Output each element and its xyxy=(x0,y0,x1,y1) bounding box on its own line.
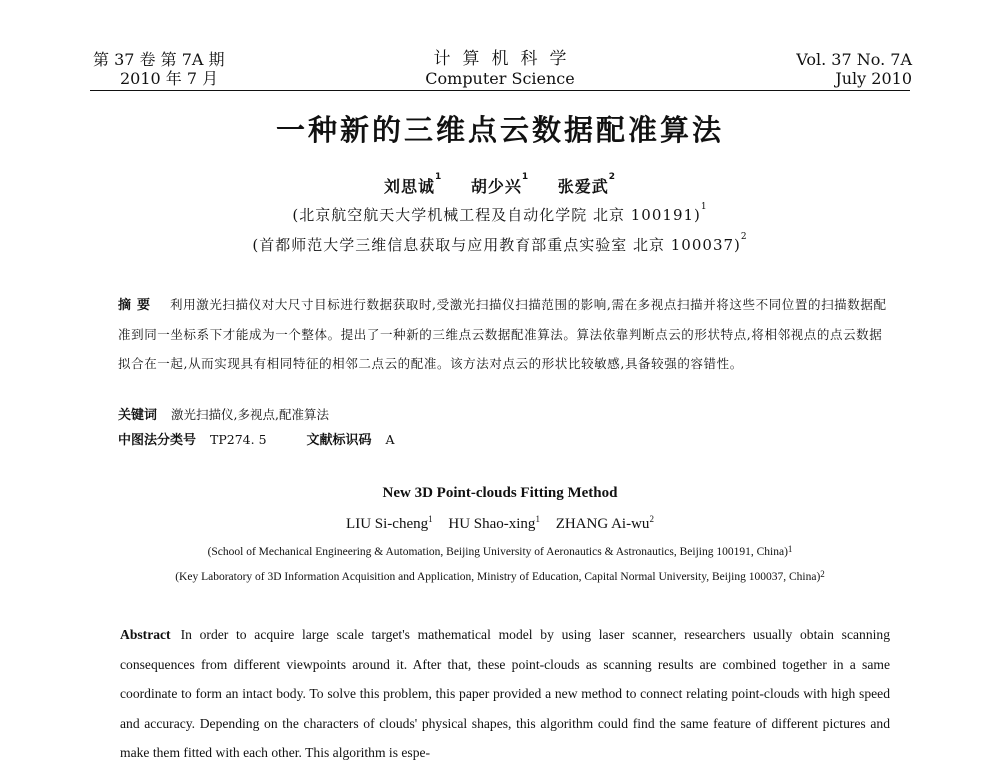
author-en xyxy=(346,516,433,532)
header-issue-info-en xyxy=(796,50,912,88)
header-volume-en: Vol. 37 No. 7A xyxy=(796,50,912,69)
journal-name-zh: 计算机科学 xyxy=(433,49,579,69)
author-en xyxy=(556,516,654,532)
author-zh xyxy=(470,172,530,196)
affiliation-mark: 2 xyxy=(740,232,748,242)
author-affil-mark: 2 xyxy=(608,172,616,182)
affiliation-zh-2 xyxy=(0,234,1000,255)
abstract-en-label: Abstract xyxy=(120,627,171,642)
header-issue-info xyxy=(93,50,225,88)
affiliation-text: (School of Mechanical Engineering & Automation, Beijing University of Aeronautics & Astronautics, Beijing 100191, China) xyxy=(207,546,788,558)
header-rule xyxy=(90,90,910,91)
author-name: LIU Si-cheng xyxy=(346,516,429,532)
keywords-zh-label: 关键词 xyxy=(118,408,158,423)
affiliation-mark: 1 xyxy=(787,544,793,554)
abstract-en-text: In order to acquire large scale target's mathematical model by using laser scanner, researchers usually obtain scanning consequences from different viewpoints around it. After that, these point-clouds as scanning results are combined together in a same coordinate to form an intact body. To solve this problem, this paper provided a new method to connect relating point-clouds with high speed and accuracy. Depending on the characters of clouds' physical shapes, this algorithm could find the same feature of different pictures and make them fitted with each other. This algorithm is espe- xyxy=(120,627,890,760)
author-affil-mark: 1 xyxy=(521,172,530,182)
clc-value: TP274. 5 xyxy=(210,432,267,447)
header-journal xyxy=(400,50,600,88)
authors-zh xyxy=(0,174,1000,197)
header-date-zh: 2010 年 7 月 xyxy=(120,69,219,88)
affiliation-mark: 2 xyxy=(820,569,825,579)
header-date-en: July 2010 xyxy=(835,69,912,88)
author-affil-mark: 1 xyxy=(435,172,443,182)
affiliation-mark: 1 xyxy=(700,202,708,212)
abstract-zh-text: 利用激光扫描仪对大尺寸目标进行数据获取时,受激光扫描仪扫描范围的影响,需在多视点扫描并将这些不同位置的扫描数据配准到同一坐标系下才能成为一个整体。提出了一种新的三维点云数据配准算法。算法依靠判断点云的形状特点,将相邻视点的点云数据拟合在一起,从而实现具有相同特征的相邻二点云的配准。该方法对点云的形状比较敏感,具备较强的容错性。 xyxy=(118,297,887,371)
author-name: 刘思诚 xyxy=(384,177,436,196)
affiliation-text: (首都师范大学三维信息获取与应用教育部重点实验室 北京 100037) xyxy=(252,236,741,254)
paper-title-en: New 3D Point-clouds Fitting Method xyxy=(382,485,618,501)
abstract-en xyxy=(120,620,890,768)
paper-title-zh: 一种新的三维点云数据配准算法 xyxy=(275,113,724,147)
authors-en xyxy=(0,516,1000,533)
author-zh xyxy=(557,172,616,196)
abstract-zh xyxy=(118,290,888,378)
affiliation-text: (Key Laboratory of 3D Information Acquisition and Application, Ministry of Education, Capital Normal University, Beijing 100037, China) xyxy=(175,571,821,583)
keywords-zh-text: 激光扫描仪,多视点,配准算法 xyxy=(171,407,329,422)
author-affil-mark: 1 xyxy=(535,514,540,524)
abstract-zh-label: 摘要 xyxy=(118,298,157,313)
author-name: 胡少兴 xyxy=(470,177,522,196)
affiliation-en-2 xyxy=(0,571,1000,583)
classification-line xyxy=(118,429,395,448)
author-affil-mark: 1 xyxy=(428,514,433,524)
author-name: ZHANG Ai-wu xyxy=(555,516,650,532)
journal-name-en: Computer Science xyxy=(425,69,575,88)
doc-code-label: 文献标识码 xyxy=(306,433,372,448)
affiliation-en-1 xyxy=(0,546,1000,558)
affiliation-text: (北京航空航天大学机械工程及自动化学院 北京 100191) xyxy=(292,206,701,224)
clc-label: 中图法分类号 xyxy=(118,433,197,448)
author-affil-mark: 2 xyxy=(649,514,654,524)
header-volume-zh: 第 37 卷 第 7A 期 xyxy=(93,50,225,69)
author-name: 张爱武 xyxy=(557,177,609,196)
author-zh xyxy=(384,172,443,196)
author-en xyxy=(448,516,540,532)
keywords-zh xyxy=(118,404,329,423)
doc-code-value: A xyxy=(385,432,395,447)
author-name: HU Shao-xing xyxy=(448,516,536,532)
affiliation-zh-1 xyxy=(0,204,1000,225)
